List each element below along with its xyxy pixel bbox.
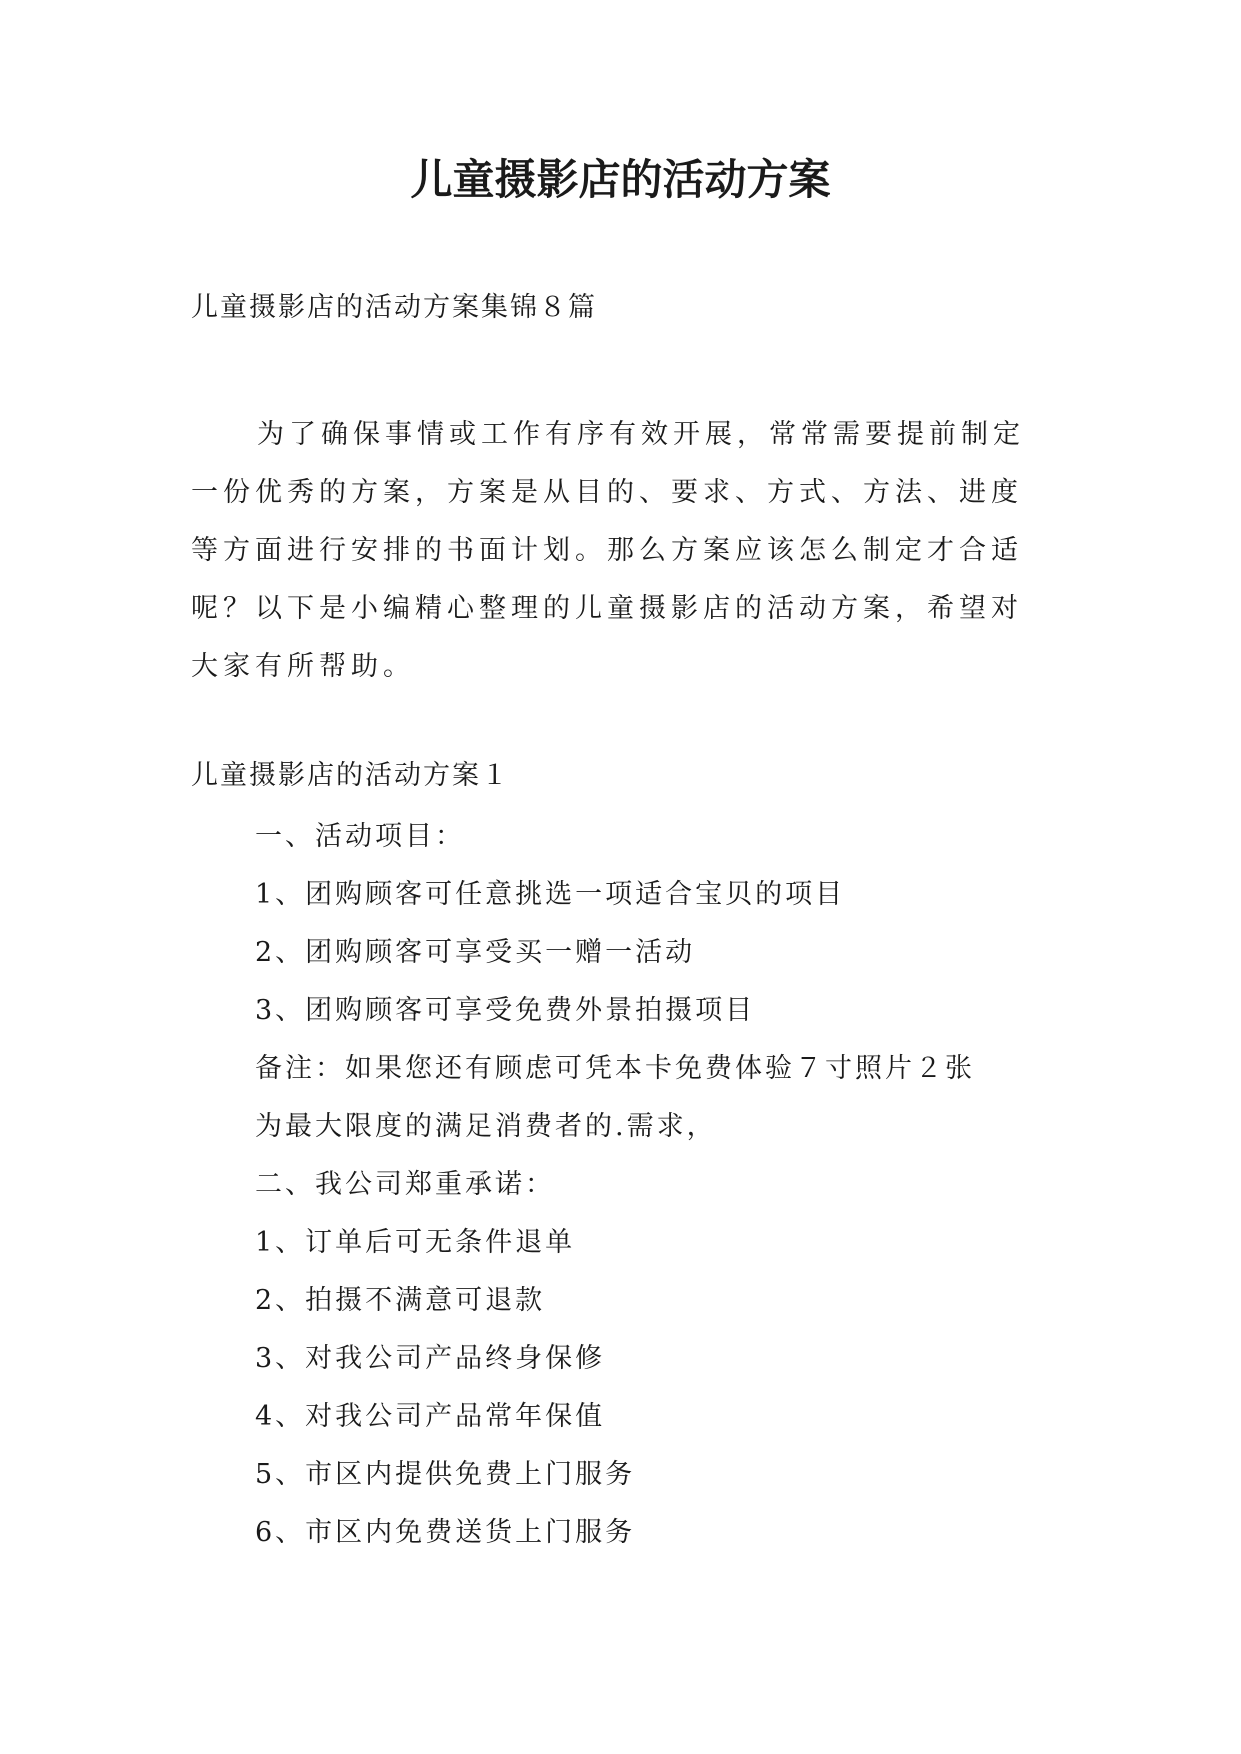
list-item: 4、对我公司产品常年保值 <box>255 1401 606 1432</box>
intro-line: 等方面进行安排的书面计划。那么方案应该怎么制定才合适 <box>191 535 1023 566</box>
document-title: 儿童摄影店的活动方案 <box>410 155 831 204</box>
section-heading: 儿童摄影店的活动方案１ <box>191 760 510 791</box>
list-item: 3、对我公司产品终身保修 <box>255 1343 606 1374</box>
list-item: 1、团购顾客可任意挑选一项适合宝贝的项目 <box>255 879 846 910</box>
intro-line: 一份优秀的方案，方案是从目的、要求、方式、方法、进度 <box>191 477 1023 508</box>
list-item: 2、拍摄不满意可退款 <box>255 1285 546 1316</box>
list-item: 备注：如果您还有顾虑可凭本卡免费体验７寸照片２张 <box>255 1053 975 1084</box>
list-item: 3、团购顾客可享受免费外景拍摄项目 <box>255 995 756 1026</box>
intro-line: 呢？以下是小编精心整理的儿童摄影店的活动方案，希望对 <box>191 593 1023 624</box>
intro-line: 大家有所帮助。 <box>191 651 415 682</box>
intro-line: 为了确保事情或工作有序有效开展，常常需要提前制定 <box>257 419 1025 450</box>
list-item: 1、订单后可无条件退单 <box>255 1227 576 1258</box>
list-item: 5、市区内提供免费上门服务 <box>255 1459 636 1490</box>
document-subtitle: 儿童摄影店的活动方案集锦８篇 <box>191 292 597 323</box>
list-item: 6、市区内免费送货上门服务 <box>255 1517 636 1548</box>
intro-paragraph <box>191 406 1051 696</box>
list-item: 为最大限度的满足消费者的.需求， <box>255 1111 717 1142</box>
list-item: 2、团购顾客可享受买一赠一活动 <box>255 937 696 968</box>
list-item: 二、我公司郑重承诺： <box>255 1169 555 1200</box>
plan-list <box>255 808 1075 1562</box>
list-item: 一、活动项目： <box>255 821 465 852</box>
